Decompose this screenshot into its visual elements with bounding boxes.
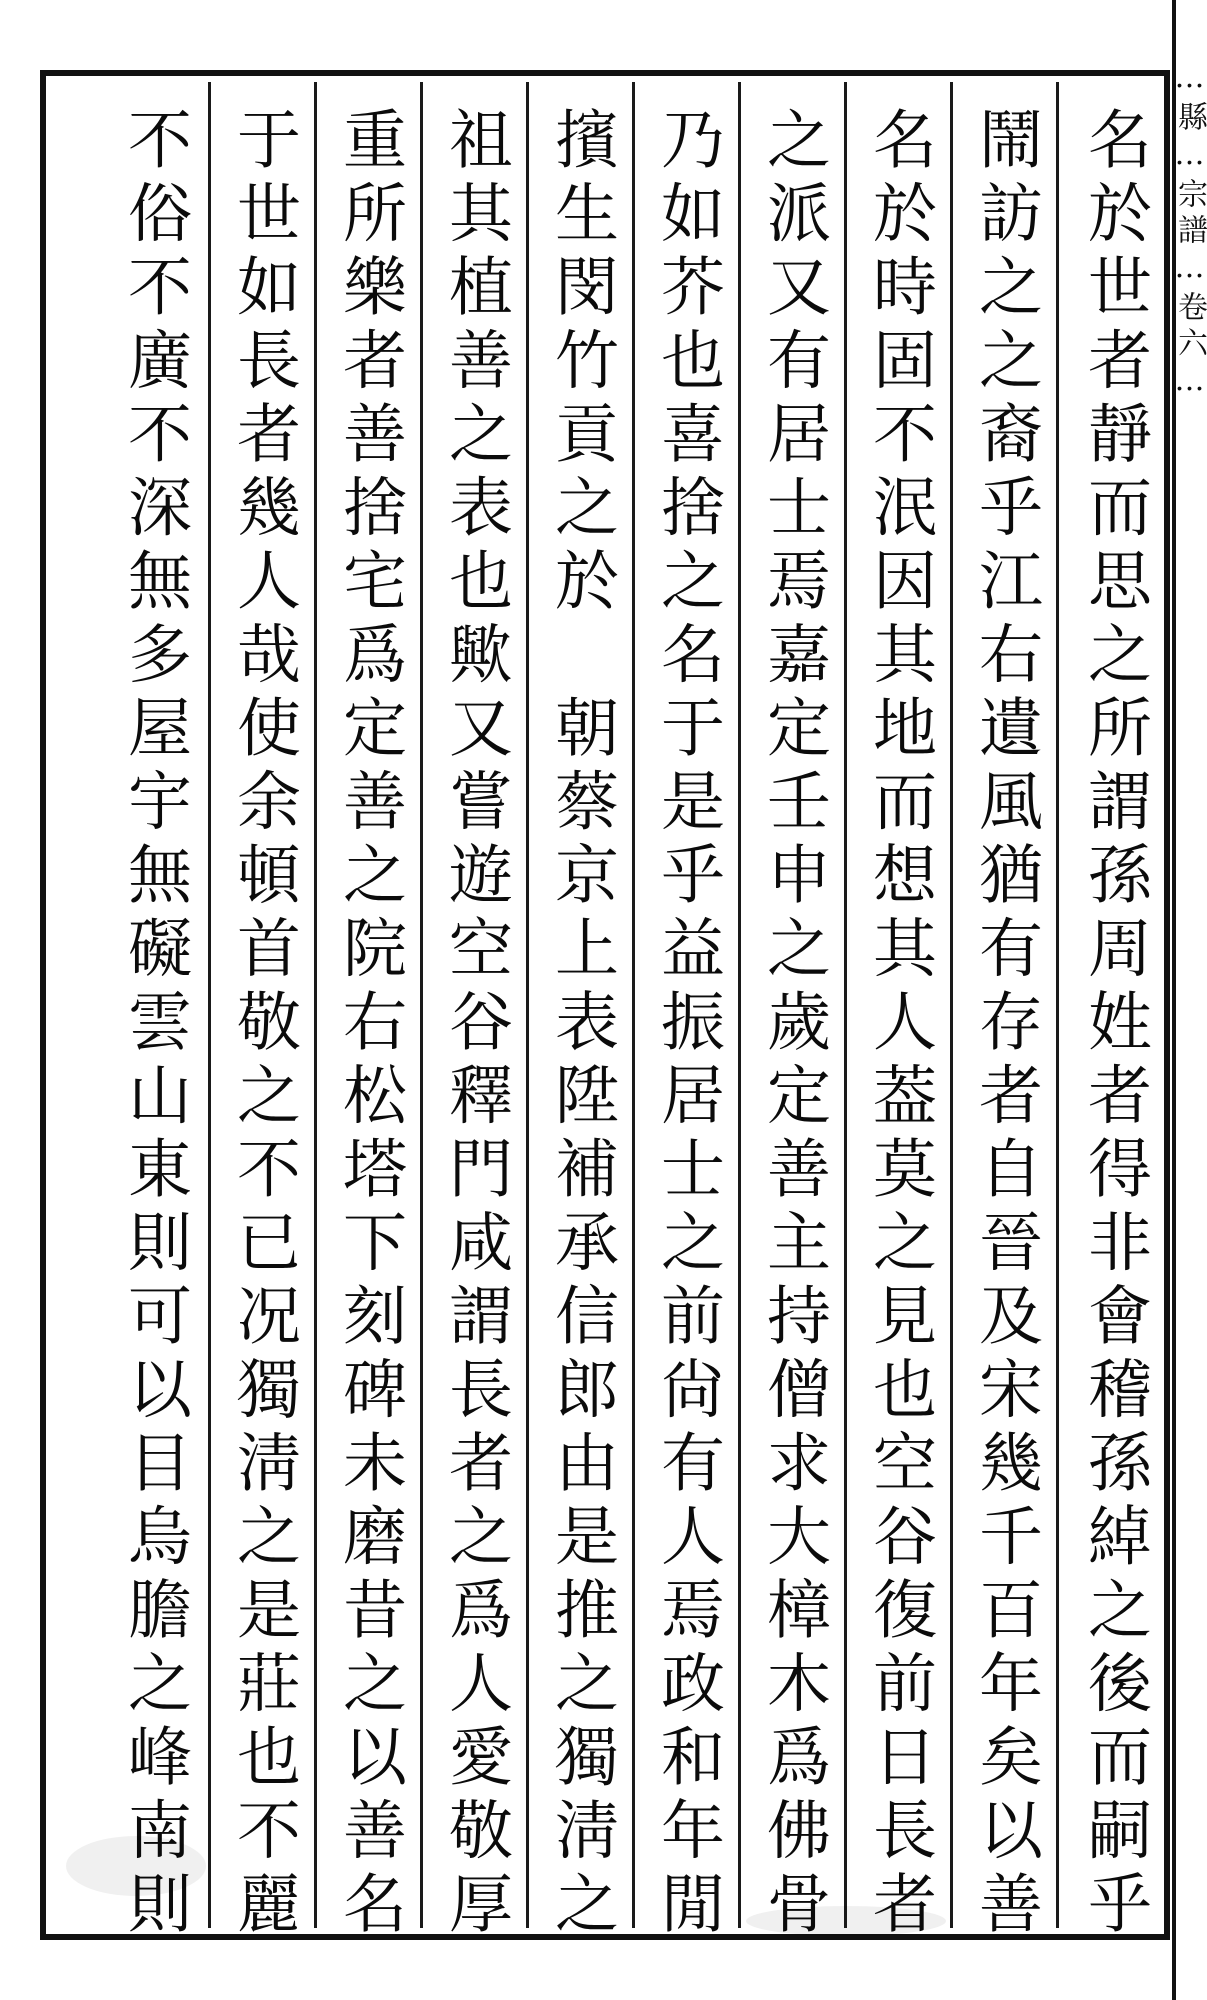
text-column-8: 重所樂者善捨宅爲定善之院右松塔下刻碑未磨昔之以善名 — [332, 106, 406, 1944]
text-column-7: 祖其植善之表也歟又嘗遊空谷釋門咸謂長者之爲人愛敬厚 — [438, 106, 512, 1944]
text-column-3: 名於時固不泯因其地而想其人葢莫之見也空谷復前日長者 — [862, 106, 936, 1944]
page-frame — [40, 70, 1170, 1944]
text-column-5: 乃如芥也喜捨之名于是乎益振居士之前尙有人焉政和年閒 — [650, 106, 724, 1944]
text-column-6: 擯生閔竹貢之於 朝蔡京上表陞補承信郎由是推之獨淸之 — [544, 106, 618, 1944]
spine-label: …縣…宗譜…卷六… — [1172, 60, 1207, 404]
margin-spine — [1172, 0, 1207, 2000]
text-column-4: 之派又有居士焉嘉定壬申之歲定善主持僧求大樟木爲佛骨 — [756, 106, 830, 1944]
text-column-9: 于世如長者幾人哉使余頓首敬之不已况獨淸之是莊也不麗 — [226, 106, 300, 1944]
text-column-10: 不俗不廣不深無多屋宇無礙雲山東則可以目烏膽之峰南則 — [117, 106, 191, 1944]
text-column-1: 名於世者靜而思之所謂孫周姓者得非會稽孫綽之後而嗣乎 — [1077, 106, 1151, 1944]
scan-blemish — [66, 1836, 206, 1896]
text-column-2: 鬧訪之之裔乎江右遺風猶有存者自晉及宋幾千百年矣以善 — [968, 106, 1042, 1944]
scan-blemish — [746, 1906, 946, 1936]
